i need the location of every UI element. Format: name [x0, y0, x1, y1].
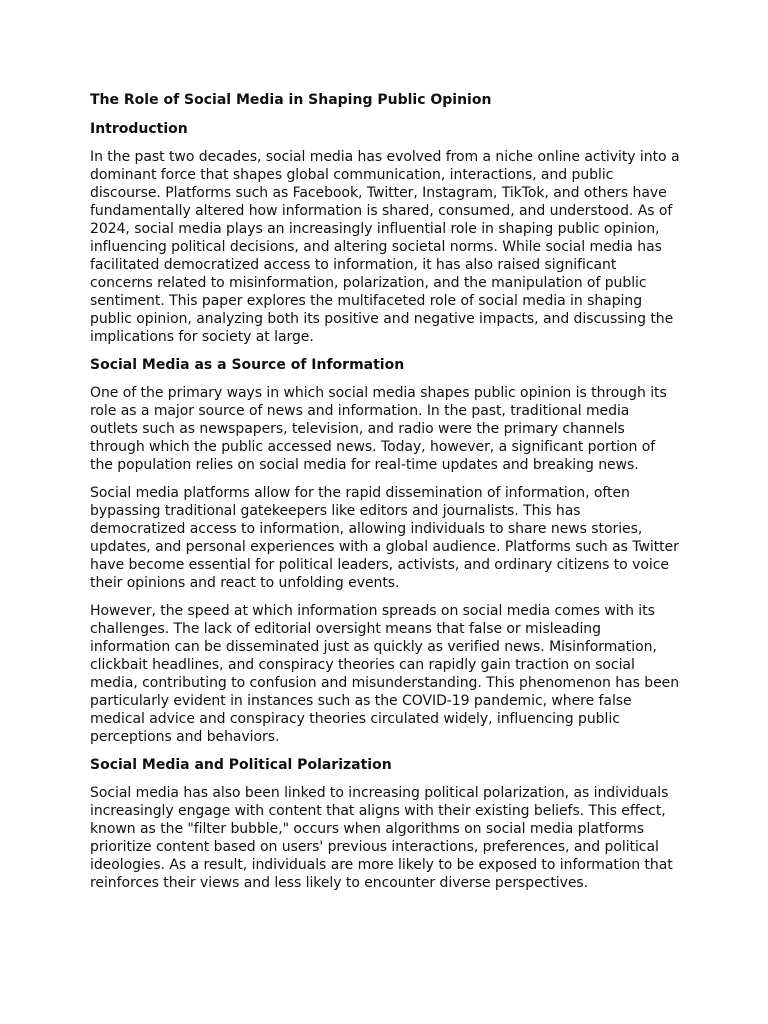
document-page: [90, 91, 680, 902]
section-heading-source-of-information: Social Media as a Source of Information: [90, 357, 405, 373]
paragraph-source-of-information-1: One of the primary ways in which social media shapes public opinion is through its role as a major source of news and information. In the past, traditional media outlets such as newspapers, television, and radio were the primary channels through which the public accessed news. Today, however, a significant portion of the population relies on social media for real-time updates and breaking news.: [90, 385, 667, 473]
section-heading-introduction: Introduction: [90, 121, 188, 137]
paragraph-source-of-information-2: Social media platforms allow for the rapid dissemination of information, often bypassing traditional gatekeepers like editors and journalists. This has democratized access to information, allowing individuals to share news stories, updates, and personal experiences with a global audience. Platforms such as Twitter have become essential for political leaders, activists, and ordinary citizens to voice their opinions and react to unfolding events.: [90, 485, 679, 591]
paragraph-introduction: In the past two decades, social media has evolved from a niche online activity into a dominant force that shapes global communication, interactions, and public discourse. Platforms such as Facebook, Twitter, Instagram, TikTok, and others have fundamentally altered how information is shared, consumed, and understood. As of 2024, social media plays an increasingly influential role in shaping public opinion, influencing political decisions, and altering societal norms. While social media has facilitated democratized access to information, it has also raised significant concerns related to misinformation, polarization, and the manipulation of public sentiment. This paper explores the multifaceted role of social media in shaping public opinion, analyzing both its positive and negative impacts, and discussing the implications for society at large.: [90, 149, 680, 345]
paragraph-source-of-information-3: However, the speed at which information spreads on social media comes with its challenges. The lack of editorial oversight means that false or misleading information can be disseminated just as quickly as verified news. Misinformation, clickbait headlines, and conspiracy theories can rapidly gain traction on social media, contributing to confusion and misunderstanding. This phenomenon has been particularly evident in instances such as the COVID-19 pandemic, where false medical advice and conspiracy theories circulated widely, influencing public perceptions and behaviors.: [90, 603, 680, 745]
section-heading-political-polarization: Social Media and Political Polarization: [90, 757, 392, 773]
document-title: The Role of Social Media in Shaping Public Opinion: [90, 92, 492, 108]
paragraph-political-polarization-1: Social media has also been linked to increasing political polarization, as individuals increasingly engage with content that aligns with their existing beliefs. This effect, known as the "filter bubble," occurs when algorithms on social media platforms prioritize content based on users' previous interactions, preferences, and political ideologies. As a result, individuals are more likely to be exposed to information that reinforces their views and less likely to encounter diverse perspectives.: [90, 785, 673, 891]
